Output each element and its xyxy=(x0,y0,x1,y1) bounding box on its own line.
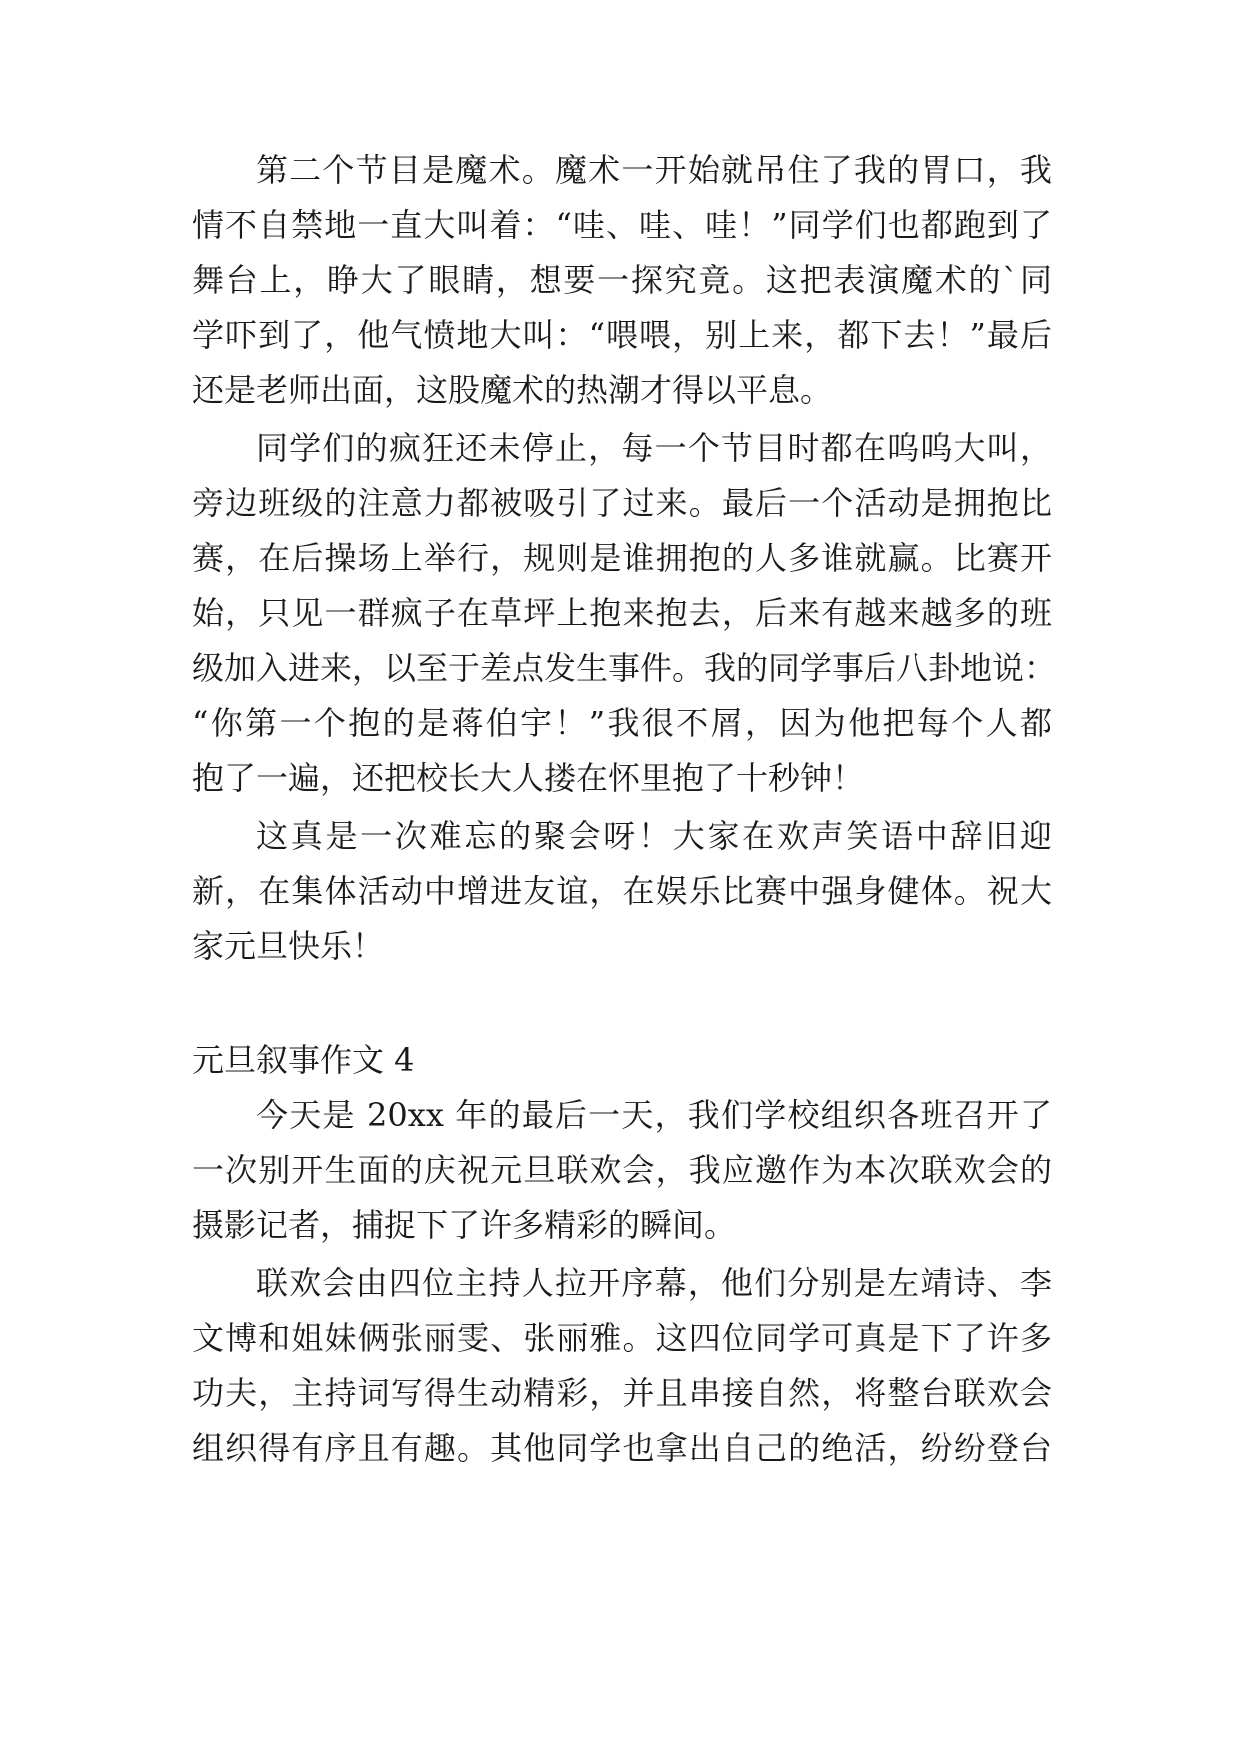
paragraph-2-line-3: 赛，在后操场上举行，规则是谁拥抱的人多谁就赢。比赛开 xyxy=(192,539,1052,577)
paragraph-1-line-1: 第二个节目是魔术。魔术一开始就吊住了我的胃口，我 xyxy=(256,151,1052,189)
paragraph-4-line-3: 摄影记者，捕捉下了许多精彩的瞬间。 xyxy=(192,1206,737,1244)
paragraph-2-line-7: 抱了一遍，还把校长大人搂在怀里抱了十秒钟！ xyxy=(192,759,865,797)
paragraph-1-line-2: 情不自禁地一直大叫着：“哇、哇、哇！”同学们也都跑到了 xyxy=(192,206,1052,244)
section-title: 元旦叙事作文 4 xyxy=(192,1041,415,1079)
paragraph-5-line-3: 功夫，主持词写得生动精彩，并且串接自然，将整台联欢会 xyxy=(192,1374,1052,1412)
paragraph-5-line-4: 组织得有序且有趣。其他同学也拿出自己的绝活，纷纷登台 xyxy=(192,1429,1052,1467)
paragraph-5-line-1: 联欢会由四位主持人拉开序幕，他们分别是左靖诗、李 xyxy=(256,1264,1052,1302)
paragraph-3-line-1: 这真是一次难忘的聚会呀！大家在欢声笑语中辞旧迎 xyxy=(256,817,1052,855)
paragraph-1-line-4: 学吓到了，他气愤地大叫：“喂喂，别上来，都下去！”最后 xyxy=(192,316,1052,354)
paragraph-2-line-2: 旁边班级的注意力都被吸引了过来。最后一个活动是拥抱比 xyxy=(192,484,1052,522)
paragraph-2-line-6: “你第一个抱的是蒋伯宇！”我很不屑，因为他把每个人都 xyxy=(192,704,1052,742)
paragraph-1-line-3: 舞台上，睁大了眼睛，想要一探究竟。这把表演魔术的`同 xyxy=(192,261,1052,299)
paragraph-4-line-1: 今天是 20xx 年的最后一天，我们学校组织各班召开了 xyxy=(256,1096,1052,1134)
paragraph-3-line-2: 新，在集体活动中增进友谊，在娱乐比赛中强身健体。祝大 xyxy=(192,872,1052,910)
paragraph-2-line-4: 始，只见一群疯子在草坪上抱来抱去，后来有越来越多的班 xyxy=(192,594,1052,632)
paragraph-2-line-1: 同学们的疯狂还未停止，每一个节目时都在呜呜大叫， xyxy=(256,429,1052,467)
paragraph-4-line-2: 一次别开生面的庆祝元旦联欢会，我应邀作为本次联欢会的 xyxy=(192,1151,1052,1189)
paragraph-1-line-5: 还是老师出面，这股魔术的热潮才得以平息。 xyxy=(192,371,833,409)
paragraph-5-line-2: 文博和姐妹俩张丽雯、张丽雅。这四位同学可真是下了许多 xyxy=(192,1319,1052,1357)
paragraph-2-line-5: 级加入进来，以至于差点发生事件。我的同学事后八卦地说： xyxy=(192,649,1057,687)
paragraph-3-line-3: 家元旦快乐！ xyxy=(192,927,385,965)
